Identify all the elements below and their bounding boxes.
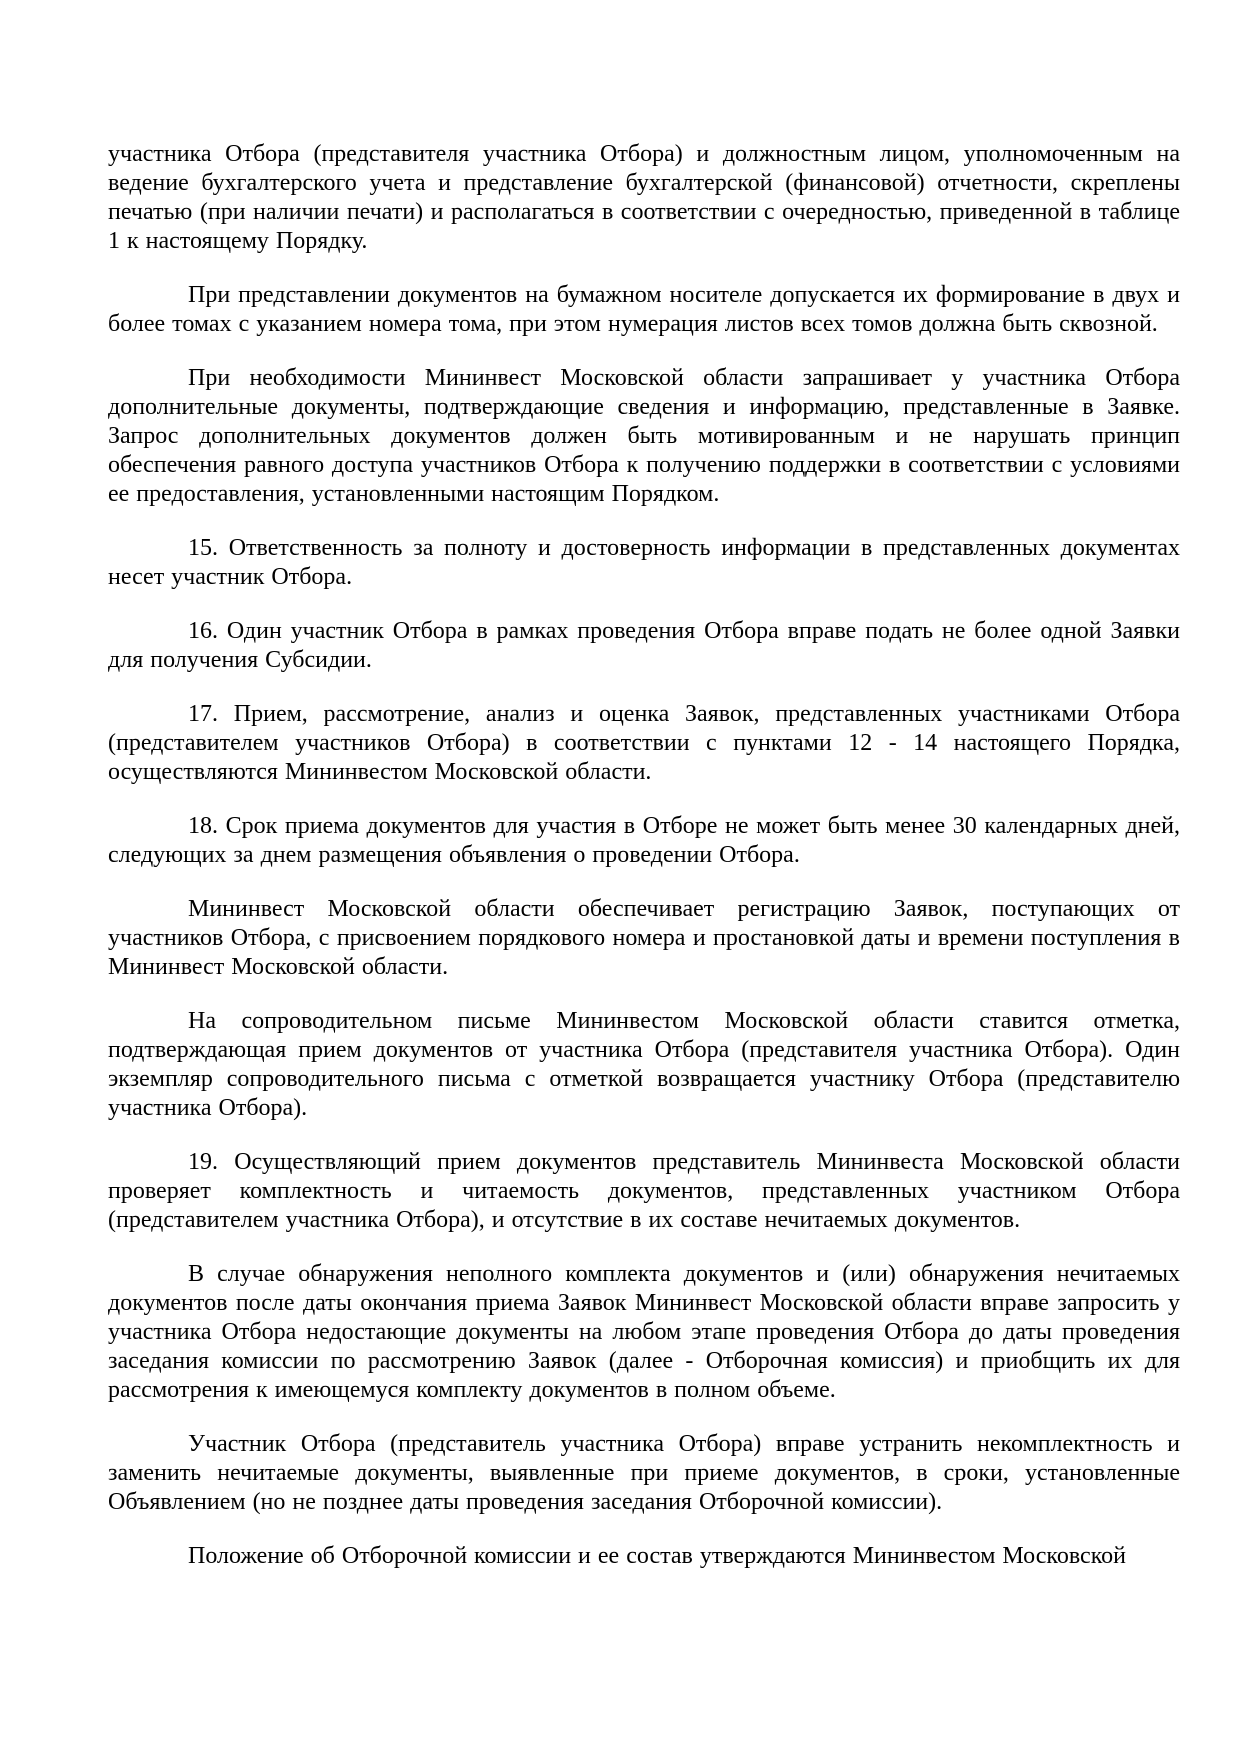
paragraph-item-17: 17. Прием, рассмотрение, анализ и оценка Заявок, представленных участниками Отбора (представителем участников Отбора) в соответствии с пунктами 12 - 14 настоящего Порядка, осуществляются Мининвестом Московской области. [108,701,1180,785]
paragraph: На сопроводительном письме Мининвестом Московской области ставится отметка, подтверждающая прием документов от участника Отбора (представителя участника Отбора). Один экземпляр сопроводительного письма с отметкой возвращается участнику Отбора (представителю участника Отбора). [108,1008,1180,1121]
paragraph: Положение об Отборочной комиссии и ее состав утверждаются Мининвестом Московской [188,1543,1126,1569]
paragraph-item-18: 18. Срок приема документов для участия в Отборе не может быть менее 30 календарных дней, следующих за днем размещения объявления о проведении Отбора. [108,813,1180,868]
paragraph: Мининвест Московской области обеспечивает регистрацию Заявок, поступающих от участников Отбора, с присвоением порядкового номера и простановкой даты и времени поступления в Мининвест Московской области. [108,896,1180,980]
document-body [108,140,1180,1571]
paragraph: В случае обнаружения неполного комплекта документов и (или) обнаружения нечитаемых документов после даты окончания приема Заявок Мининвест Московской области вправе запросить у участника Отбора недостающие документы на любом этапе проведения Отбора до даты проведения заседания комиссии по рассмотрению Заявок (далее - Отборочная комиссия) и приобщить их для рассмотрения к имеющемуся комплекту документов в полном объеме. [108,1261,1180,1403]
paragraph-item-19: 19. Осуществляющий прием документов представитель Мининвеста Московской области проверяет комплектность и читаемость документов, представленных участником Отбора (представителем участника Отбора), и отсутствие в их составе нечитаемых документов. [108,1149,1180,1233]
paragraph: При представлении документов на бумажном носителе допускается их формирование в двух и более томах с указанием номера тома, при этом нумерация листов всех томов должна быть сквозной. [108,282,1180,337]
paragraph: участника Отбора (представителя участника Отбора) и должностным лицом, уполномоченным на ведение бухгалтерского учета и представление бухгалтерской (финансовой) отчетности, скреплены печатью (при наличии печати) и располагаться в соответствии с очередностью, приведенной в таблице 1 к настоящему Порядку. [108,141,1180,254]
paragraph: Участник Отбора (представитель участника Отбора) вправе устранить некомплектность и заменить нечитаемые документы, выявленные при приеме документов, в сроки, установленные Объявлением (но не позднее даты проведения заседания Отборочной комиссии). [108,1431,1180,1515]
paragraph-item-16: 16. Один участник Отбора в рамках проведения Отбора вправе подать не более одной Заявки для получения Субсидии. [108,618,1180,673]
paragraph: При необходимости Мининвест Московской области запрашивает у участника Отбора дополнительные документы, подтверждающие сведения и информацию, представленные в Заявке. Запрос дополнительных документов должен быть мотивированным и не нарушать принцип обеспечения равного доступа участников Отбора к получению поддержки в соответствии с условиями ее предоставления, установленными настоящим Порядком. [108,365,1180,507]
paragraph-item-15: 15. Ответственность за полноту и достоверность информации в представленных документах несет участник Отбора. [108,535,1180,590]
